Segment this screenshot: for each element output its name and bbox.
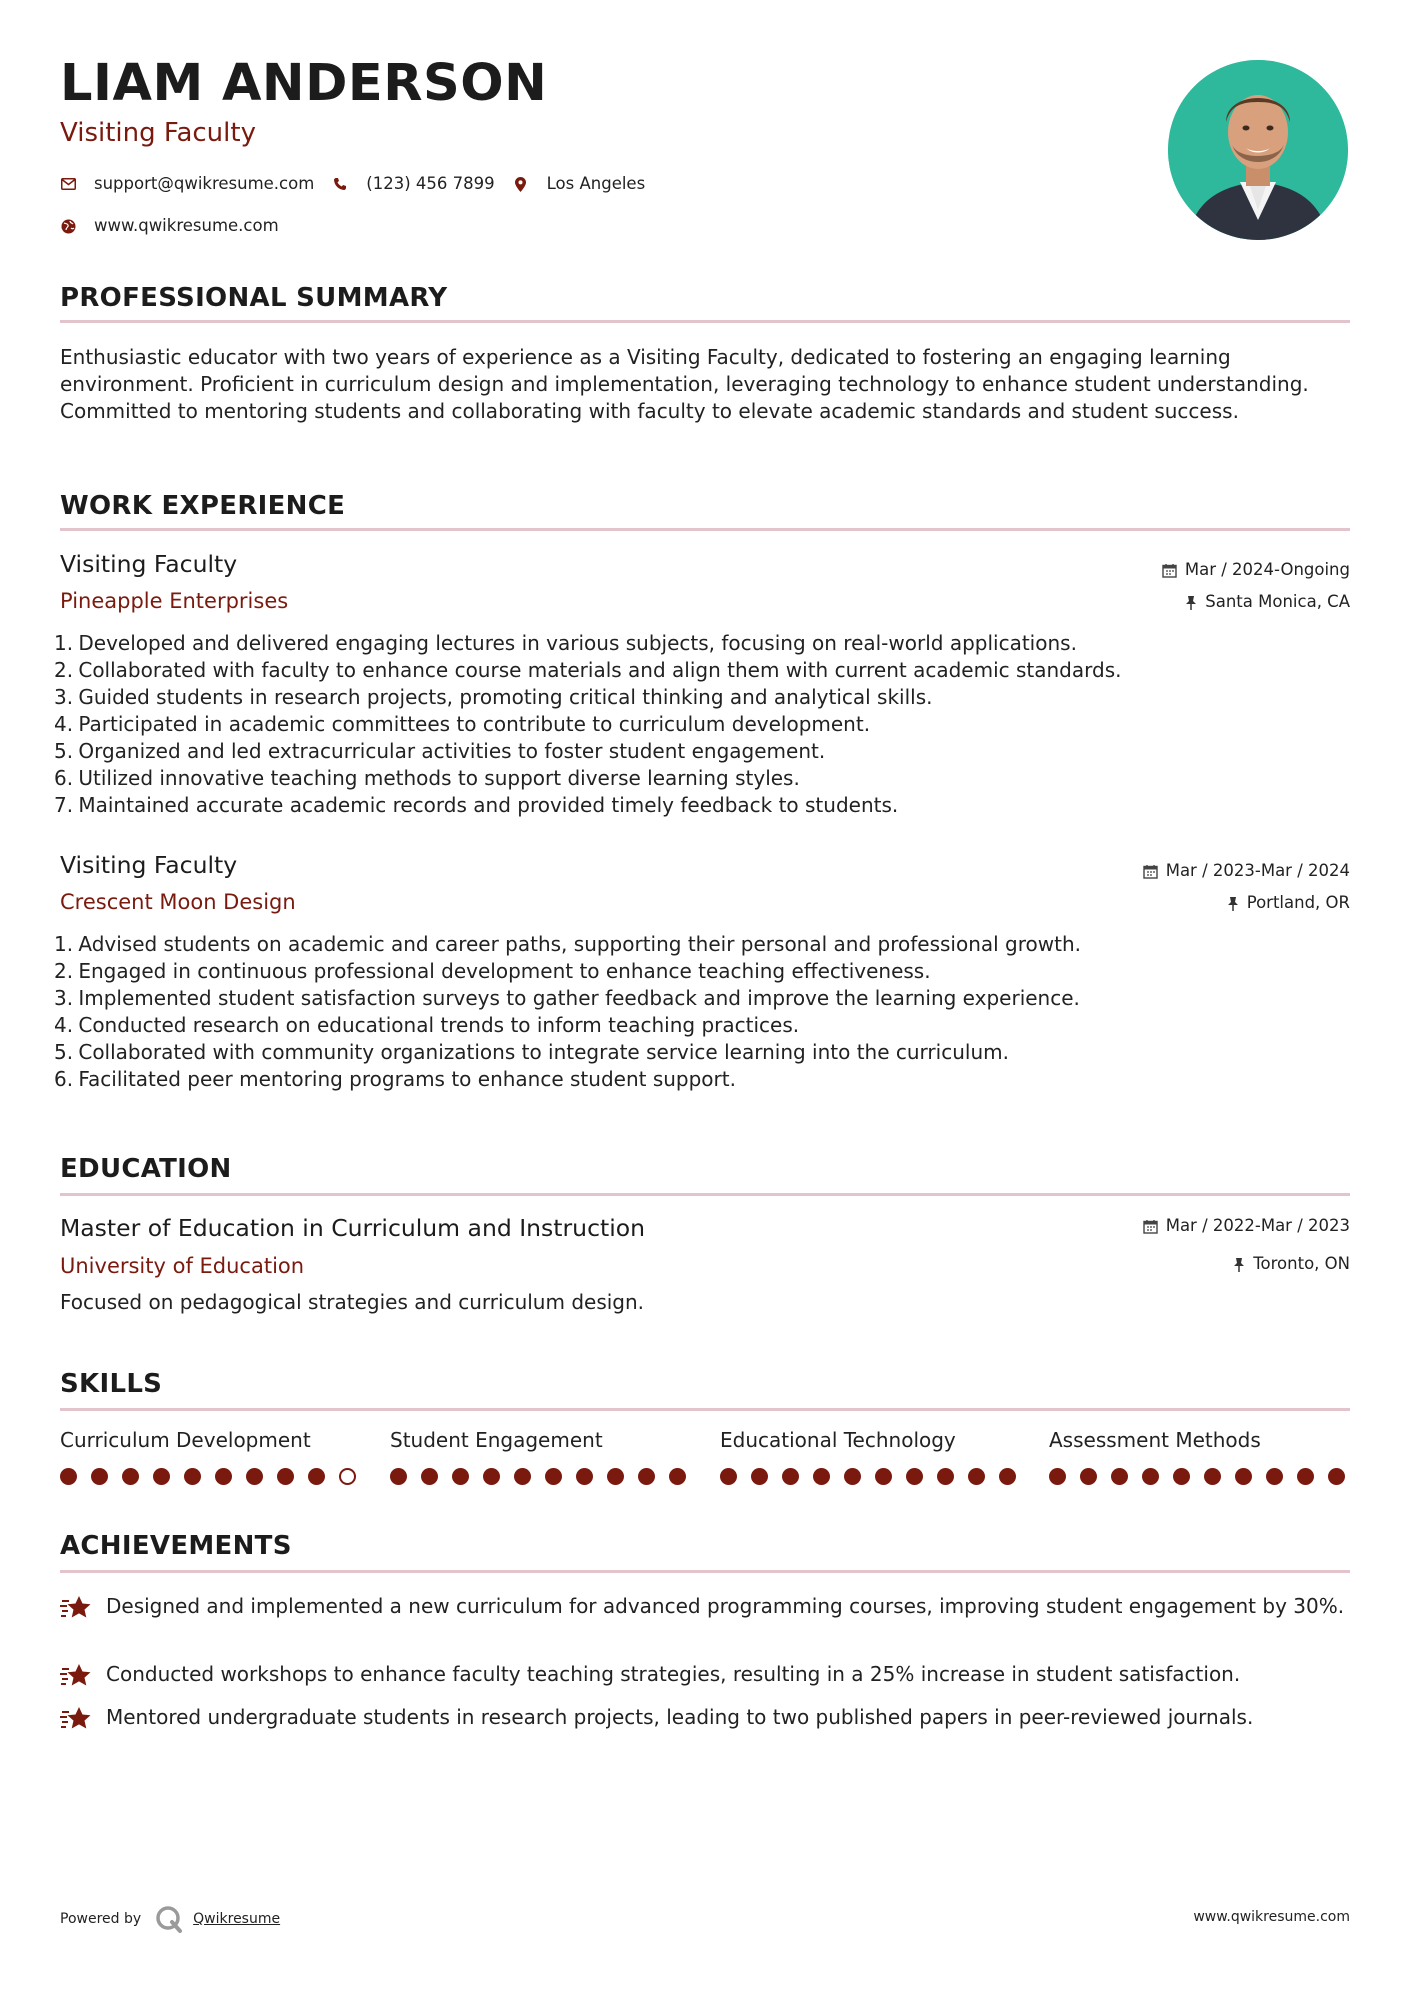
rating-dot-filled [483,1468,500,1485]
list-item: 2. Collaborated with faculty to enhance course materials and align them with current academic standards. [54,658,1122,682]
skill-rating [720,1468,1030,1485]
rating-dot-filled [999,1468,1016,1485]
profile-photo [1168,60,1348,240]
achievement-text: Conducted workshops to enhance faculty teaching strategies, resulting in a 25% increase in student satisfaction. [106,1662,1241,1686]
rating-dot-filled [246,1468,263,1485]
powered-by-label: Powered by [60,1911,142,1927]
candidate-role: Visiting Faculty [60,118,256,148]
website-text[interactable]: www.qwikresume.com [94,216,279,235]
rating-dot-filled [184,1468,201,1485]
rating-dot-filled [277,1468,294,1485]
job-title: Visiting Faculty [60,550,238,578]
contact-row [60,176,663,193]
summary-divider [60,320,1350,323]
achievements-heading: ACHIEVEMENTS [60,1531,292,1561]
rating-dot-filled [1111,1468,1128,1485]
skill-item [60,1430,360,1450]
list-item: 4. Participated in academic committees to contribute to curriculum development. [54,712,871,736]
rating-dot-filled [1142,1468,1159,1485]
company-name: Pineapple Enterprises [60,589,289,613]
rating-dot-filled [91,1468,108,1485]
job-dates [1162,562,1350,579]
job-dates-text: Mar / 2024-Ongoing [1184,560,1350,579]
rating-dot-filled [844,1468,861,1485]
skill-item [390,1430,690,1450]
calendar-icon [1162,563,1177,578]
job-responsibilities [54,931,1350,1093]
rating-dot-filled [607,1468,624,1485]
education-dates [1143,1218,1350,1235]
job-dates [1143,863,1350,880]
rating-dot-filled [782,1468,799,1485]
list-item: 1. Developed and delivered engaging lectures in various subjects, focusing on real-world applications. [54,631,1077,655]
education-description: Focused on pedagogical strategies and curriculum design. [60,1290,645,1314]
calendar-icon [1143,1219,1158,1234]
footer-website[interactable]: www.qwikresume.com [1193,1909,1350,1925]
star-badge-icon [60,1704,106,1736]
education-heading: EDUCATION [60,1154,232,1184]
education-location [1233,1256,1350,1273]
education-divider [60,1193,1350,1196]
job-location [1227,895,1350,912]
rating-dot-filled [669,1468,686,1485]
location-text: Los Angeles [546,174,646,193]
qwikresume-link[interactable]: Qwikresume [193,1911,281,1927]
job-title: Visiting Faculty [60,851,238,879]
email-text[interactable]: support@qwikresume.com [94,174,315,193]
education-dates-text: Mar / 2022-Mar / 2023 [1165,1216,1350,1235]
rating-dot-filled [638,1468,655,1485]
job-location [1185,594,1350,611]
rating-dot-filled [215,1468,232,1485]
rating-dot-filled [1173,1468,1190,1485]
rating-dot-filled [545,1468,562,1485]
skill-item [720,1430,1020,1450]
skill-name: Curriculum Development [60,1428,311,1452]
skill-rating [60,1468,370,1485]
school-name: University of Education [60,1254,305,1278]
skills-heading: SKILLS [60,1369,163,1399]
qwikresume-logo-icon [155,1905,183,1933]
rating-dot-filled [308,1468,325,1485]
job-location-text: Santa Monica, CA [1205,592,1350,611]
rating-dot-filled [720,1468,737,1485]
skill-item [1049,1430,1349,1450]
skill-rating [390,1468,700,1485]
skills-divider [60,1408,1350,1411]
skill-name: Student Engagement [390,1428,603,1452]
star-badge-icon [60,1593,106,1625]
list-item: 3. Guided students in research projects, promoting critical thinking and analytical skills. [54,685,933,709]
achievement-item [60,1593,1350,1625]
degree-title: Master of Education in Curriculum and Instruction [60,1214,645,1242]
list-item: 5. Organized and led extracurricular activities to foster student engagement. [54,739,826,763]
phone-text[interactable]: (123) 456 7899 [366,174,495,193]
rating-dot-filled [60,1468,77,1485]
list-item: 6. Facilitated peer mentoring programs to enhance student support. [54,1067,736,1091]
rating-dot-filled [1328,1468,1345,1485]
job-dates-text: Mar / 2023-Mar / 2024 [1165,861,1350,880]
experience-heading: WORK EXPERIENCE [60,491,346,521]
rating-dot-filled [1204,1468,1221,1485]
skill-name: Educational Technology [720,1428,956,1452]
calendar-icon [1143,864,1158,879]
education-location-text: Toronto, ON [1253,1254,1350,1273]
rating-dot-filled [421,1468,438,1485]
achievement-item [60,1661,1350,1693]
list-item: 2. Engaged in continuous professional development to enhance teaching effectiveness. [54,959,931,983]
rating-dot-filled [153,1468,170,1485]
skill-rating [1049,1468,1359,1485]
summary-heading: PROFESSIONAL SUMMARY [60,283,448,313]
email-icon [60,176,76,192]
job-location-text: Portland, OR [1246,893,1350,912]
footer-powered-by [60,1905,280,1933]
experience-divider [60,528,1350,531]
list-item: 3. Implemented student satisfaction surveys to gather feedback and improve the learning experience. [54,986,1080,1010]
rating-dot-filled [1049,1468,1066,1485]
pushpin-icon [1185,595,1197,610]
list-item: 7. Maintained accurate academic records and provided timely feedback to students. [54,793,899,817]
rating-dot-filled [813,1468,830,1485]
skill-name: Assessment Methods [1049,1428,1261,1452]
rating-dot-filled [937,1468,954,1485]
summary-text: Enthusiastic educator with two years of experience as a Visiting Faculty, dedicated to fostering an engaging learning environment. Proficient in curriculum design and implementation, leveraging technology to enhance student understanding. Committed to mentoring students and collaborating with faculty to elevate academic standards and student success. [60,345,1309,423]
rating-dot-filled [514,1468,531,1485]
website-row [60,218,297,235]
rating-dot-filled [1235,1468,1252,1485]
rating-dot-filled [576,1468,593,1485]
rating-dot-filled [906,1468,923,1485]
achievement-text: Designed and implemented a new curriculum for advanced programming courses, improving student engagement by 30%. [106,1594,1345,1618]
job-responsibilities [54,630,1350,819]
pushpin-icon [1227,896,1239,911]
location-pin-icon [513,176,529,192]
achievements-divider [60,1570,1350,1573]
list-item: 1. Advised students on academic and career paths, supporting their personal and professional growth. [54,932,1081,956]
globe-icon [60,218,76,234]
rating-dot-filled [1080,1468,1097,1485]
rating-dot-filled [1297,1468,1314,1485]
phone-icon [332,176,348,192]
resume-page [54,0,1350,1990]
list-item: 5. Collaborated with community organizations to integrate service learning into the curriculum. [54,1040,1009,1064]
rating-dot-filled [390,1468,407,1485]
pushpin-icon [1233,1257,1245,1272]
candidate-name: LIAM ANDERSON [60,54,548,113]
list-item: 6. Utilized innovative teaching methods to support diverse learning styles. [54,766,800,790]
list-item: 4. Conducted research on educational trends to inform teaching practices. [54,1013,800,1037]
rating-dot-filled [122,1468,139,1485]
achievement-text: Mentored undergraduate students in research projects, leading to two published papers in peer-reviewed journals. [106,1705,1254,1729]
company-name: Crescent Moon Design [60,890,296,914]
rating-dot-filled [1266,1468,1283,1485]
achievement-item [60,1704,1350,1736]
rating-dot-filled [751,1468,768,1485]
rating-dot-empty [339,1468,356,1485]
star-badge-icon [60,1661,106,1693]
rating-dot-filled [875,1468,892,1485]
rating-dot-filled [452,1468,469,1485]
rating-dot-filled [968,1468,985,1485]
